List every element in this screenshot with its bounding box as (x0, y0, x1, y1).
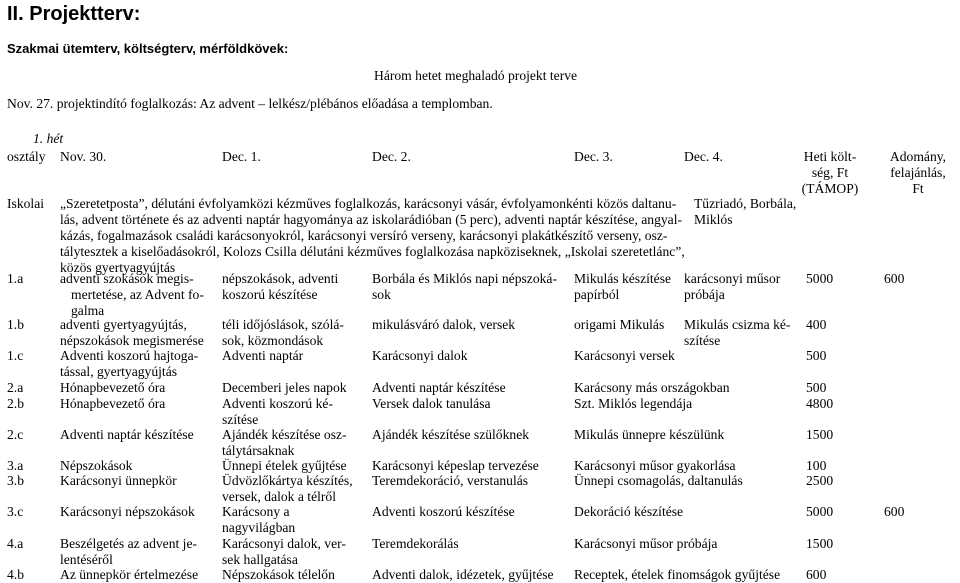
cell-dec1: Decemberi jeles napok (222, 380, 347, 395)
class-code: 3.b (7, 473, 24, 488)
cell-dec2: Versek dalok tanulása (372, 396, 491, 411)
cell-nov30: Karácsonyi ünnepkör (60, 473, 177, 488)
cell-nov30: adventi szokások megis- mertetése, az Advent fo- galma (60, 271, 204, 318)
cell-nov30: Népszokások (60, 458, 133, 473)
cell-nov30: Hónapbevezető óra (60, 396, 166, 411)
cell-dec2: Teremdekoráció, verstanulás (372, 473, 529, 488)
class-code: 2.a (7, 380, 24, 395)
school-activities: „Szeretetposta”, délutáni évfolyamközi kézműves foglalkozás, karácsonyi vásár, évfolyamonkénti közös daltanu- lás, advent története és az adventi naptár hagyománya az iskolarádióban (5 perc), adventi naptár készítése, angyal- kázás, fogalmazások családi karácsonyokról, karácsonyi versíró verseny, karácsonyi plakátkészítő verseny, osz- tálytesztek a kiselőadásokról, Kolozs Csilla délutáni kézműves foglalkozása napköziseknek, „Iskolai szeretetlánc”, közös gyertyagyújtás (60, 196, 685, 275)
header-donation: Adomány, felajánlás, Ft (889, 149, 947, 196)
header-class: osztály (7, 149, 46, 164)
kickoff-line: Nov. 27. projektindító foglalkozás: Az advent – lelkész/plébános előadása a templomban. (7, 96, 493, 111)
cell-nov30: Az ünnepkör értelmezése (60, 567, 199, 582)
cell-dec3: Karácsonyi műsor gyakorlása (574, 458, 736, 473)
cell-dec3: origami Mikulás (574, 317, 665, 332)
cell-cost: 2500 (806, 473, 834, 488)
cell-nov30: Karácsonyi népszokások (60, 504, 195, 519)
cell-dec1: Ünnepi ételek gyűjtése (222, 458, 347, 473)
class-code: 1.a (7, 271, 24, 286)
cell-dec1: téli időjóslások, szólá- sok, közmondások (222, 317, 344, 348)
class-code: 3.c (7, 504, 24, 519)
cell-nov30: adventi gyertyagyújtás, népszokások megismerése (60, 317, 204, 348)
class-code: 1.b (7, 317, 24, 332)
cell-dec1: Népszokások télelőn (222, 567, 335, 582)
cell-dec2: Ajándék készítése szülőknek (372, 427, 530, 442)
cell-donation: 600 (884, 271, 905, 286)
cell-cost: 400 (806, 317, 827, 332)
cell-dec2: Adventi naptár készítése (372, 380, 506, 395)
cell-dec2: Adventi dalok, idézetek, gyűjtése (372, 567, 554, 582)
cell-cost: 4800 (806, 396, 834, 411)
cell-dec2: Adventi koszorú készítése (372, 504, 515, 519)
cell-cost: 500 (806, 348, 827, 363)
document-title: II. Projektterv: (7, 3, 141, 25)
cell-nov30: Adventi koszorú hajtoga- tással, gyertyagyújtás (60, 348, 199, 379)
cell-dec3: Karácsony más országokban (574, 380, 730, 395)
cell-cost: 1500 (806, 536, 834, 551)
cell-cost: 600 (806, 567, 827, 582)
header-dec4: Dec. 4. (684, 149, 723, 164)
class-code: 2.b (7, 396, 24, 411)
cell-cost: 5000 (806, 271, 834, 286)
header-weekly-cost: Heti költ- ség, Ft (TÁMOP) (801, 149, 859, 196)
cell-dec3: Receptek, ételek finomságok gyűjtése (574, 567, 781, 582)
cell-cost: 5000 (806, 504, 834, 519)
cell-dec1: népszokások, adventi koszorú készítése (222, 271, 339, 302)
cell-dec1: Ajándék készítése osz- tálytársaknak (222, 427, 347, 458)
plan-heading: Három hetet meghaladó projekt terve (374, 68, 578, 83)
cell-nov30: Adventi naptár készítése (60, 427, 194, 442)
cell-dec3: Mikulás ünnepre készülünk (574, 427, 725, 442)
cell-dec3: Szt. Miklós legendája (574, 396, 693, 411)
class-code: 2.c (7, 427, 24, 442)
cell-dec1: Üdvözlőkártya készítés, versek, dalok a télről (222, 473, 353, 504)
cell-dec3: Mikulás készítése papírból (574, 271, 672, 302)
cell-dec1: Karácsonyi dalok, ver- sek hallgatása (222, 536, 346, 567)
school-events: Tűzriadó, Borbála, Miklós (694, 196, 797, 227)
class-code: 3.a (7, 458, 24, 473)
cell-dec2: Karácsonyi dalok (372, 348, 468, 363)
cell-dec2: Borbála és Miklós napi népszoká- sok (372, 271, 557, 302)
cell-cost: 100 (806, 458, 827, 473)
cell-nov30: Beszélgetés az advent je- lentéséről (60, 536, 197, 567)
header-dec2: Dec. 2. (372, 149, 411, 164)
week-label: 1. hét (33, 131, 64, 146)
cell-dec1: Karácsony a nagyvilágban (222, 504, 296, 535)
class-code: 4.b (7, 567, 24, 582)
class-code: 1.c (7, 348, 24, 363)
cell-dec3: Karácsonyi műsor próbája (574, 536, 718, 551)
cell-dec3: Ünnepi csomagolás, daltanulás (574, 473, 743, 488)
cell-dec2: Karácsonyi képeslap tervezése (372, 458, 539, 473)
header-dec1: Dec. 1. (222, 149, 261, 164)
cell-dec4: Mikulás csizma ké- szítése (684, 317, 791, 348)
cell-cost: 500 (806, 380, 827, 395)
cell-donation: 600 (884, 504, 905, 519)
header-nov30: Nov. 30. (60, 149, 107, 164)
cell-dec4: karácsonyi műsor próbája (684, 271, 781, 302)
class-code: 4.a (7, 536, 24, 551)
cell-dec2: Teremdekorálás (372, 536, 459, 551)
school-label: Iskolai (7, 196, 44, 211)
document-subtitle: Szakmai ütemterv, költségterv, mérföldkövek: (7, 41, 289, 56)
cell-cost: 1500 (806, 427, 834, 442)
cell-dec3: Dekoráció készítése (574, 504, 684, 519)
cell-nov30: Hónapbevezető óra (60, 380, 166, 395)
cell-dec3: Karácsonyi versek (574, 348, 675, 363)
header-dec3: Dec. 3. (574, 149, 613, 164)
cell-dec1: Adventi naptár (222, 348, 304, 363)
cell-dec2: mikulásváró dalok, versek (372, 317, 516, 332)
cell-dec1: Adventi koszorú ké- szítése (222, 396, 333, 427)
